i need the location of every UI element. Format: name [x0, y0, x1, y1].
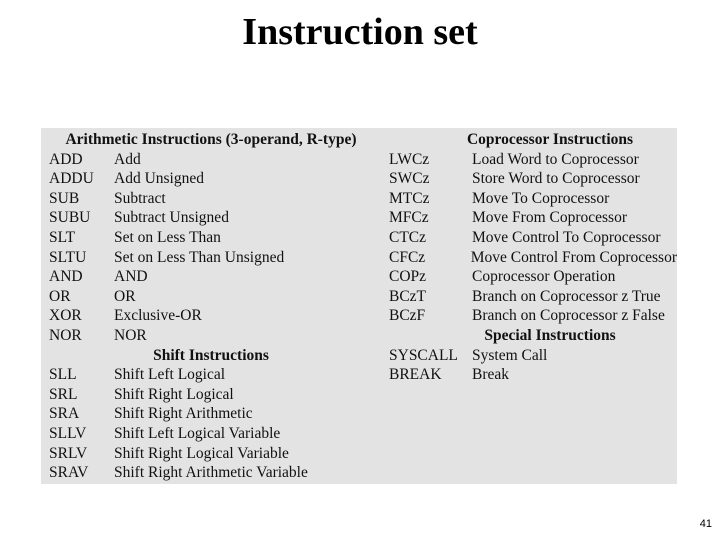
instruction-table [41, 128, 677, 484]
left-column [41, 130, 371, 483]
instruction-row [41, 150, 371, 170]
shift-header: Shift Instructions [153, 346, 269, 364]
description: NOR [114, 326, 147, 344]
mnemonic: OR [49, 287, 71, 305]
instruction-row [41, 306, 371, 326]
mnemonic: SUBU [49, 209, 91, 227]
description: Shift Left Logical Variable [114, 424, 281, 442]
mnemonic: MTCz [389, 189, 430, 207]
instruction-row [41, 424, 371, 444]
mnemonic: SLTU [49, 248, 87, 266]
shift-list [41, 365, 371, 483]
instruction-row [41, 365, 371, 385]
arithmetic-header: Arithmetic Instructions (3-operand, R-type) [65, 131, 357, 148]
instruction-row [389, 306, 677, 326]
mnemonic: XOR [49, 307, 82, 325]
instruction-row [41, 444, 371, 464]
description: Load Word to Coprocessor [472, 150, 639, 168]
instruction-row [41, 404, 371, 424]
description: Subtract [114, 189, 166, 207]
mnemonic: CTCz [389, 228, 427, 246]
description: Shift Right Logical [114, 385, 234, 403]
instruction-row [389, 189, 677, 209]
description: AND [114, 268, 148, 286]
description: Move From Coprocessor [472, 209, 627, 227]
instruction-row [41, 385, 371, 405]
description: Subtract Unsigned [114, 209, 229, 227]
instruction-row [389, 267, 677, 287]
instruction-row [41, 267, 371, 287]
arithmetic-list [41, 150, 371, 346]
description: Move Control To Coprocessor [472, 228, 661, 246]
instruction-row [389, 248, 677, 268]
mnemonic: SRA [49, 405, 80, 423]
mnemonic: ADDU [49, 170, 94, 188]
mnemonic: AND [49, 268, 83, 286]
instruction-row [41, 326, 371, 346]
instruction-row [41, 287, 371, 307]
description: Set on Less Than [114, 228, 221, 246]
instruction-row [389, 365, 677, 385]
mnemonic: ADD [49, 150, 83, 168]
mnemonic: SYSCALL [389, 346, 458, 364]
instruction-row [389, 228, 677, 248]
mnemonic: CFCz [389, 248, 426, 266]
description: Add [114, 150, 141, 168]
instruction-row [389, 346, 677, 366]
description: Set on Less Than Unsigned [114, 248, 285, 266]
mnemonic: BCzT [389, 287, 427, 305]
description: Branch on Coprocessor z False [472, 307, 665, 325]
instruction-row [389, 287, 677, 307]
mnemonic: SLL [49, 366, 77, 384]
coprocessor-list [389, 150, 677, 326]
mnemonic: SLT [49, 228, 76, 246]
instruction-row [389, 208, 677, 228]
instruction-row [41, 248, 371, 268]
instruction-row [41, 189, 371, 209]
mnemonic: BREAK [389, 366, 442, 384]
right-column [389, 130, 677, 385]
mnemonic: BCzF [389, 307, 426, 325]
page-number: 41 [699, 518, 712, 530]
mnemonic: SRL [49, 385, 78, 403]
mnemonic: SRAV [49, 464, 89, 482]
description: Store Word to Coprocessor [472, 170, 640, 188]
mnemonic: SLLV [49, 424, 87, 442]
mnemonic: LWCz [389, 150, 430, 168]
description: Shift Right Arithmetic [114, 405, 253, 423]
mnemonic: SRLV [49, 444, 88, 462]
description: Shift Right Logical Variable [114, 444, 289, 462]
mnemonic: SWCz [389, 170, 430, 188]
instruction-row [41, 208, 371, 228]
special-list [389, 346, 677, 385]
instruction-row [389, 169, 677, 189]
slide-title: Instruction set [242, 11, 478, 53]
description: System Call [472, 346, 548, 364]
instruction-row [41, 463, 371, 483]
instruction-row [389, 150, 677, 170]
description: Add Unsigned [114, 170, 204, 188]
mnemonic: NOR [49, 326, 82, 344]
special-header: Special Instructions [484, 326, 616, 344]
description: Branch on Coprocessor z True [472, 287, 661, 305]
description: Shift Left Logical [114, 366, 226, 384]
mnemonic: MFCz [389, 209, 429, 227]
description: Break [472, 366, 510, 384]
description: Shift Right Arithmetic Variable [114, 464, 308, 482]
mnemonic: COPz [389, 268, 427, 286]
description: Exclusive-OR [114, 307, 202, 325]
instruction-row [41, 228, 371, 248]
description: Move Control From Coprocessor [470, 248, 677, 266]
instruction-row [41, 169, 371, 189]
coprocessor-header: Coprocessor Instructions [466, 131, 634, 148]
mnemonic: SUB [49, 189, 80, 207]
description: Move To Coprocessor [472, 189, 610, 207]
description: OR [114, 287, 136, 305]
description: Coprocessor Operation [472, 268, 616, 286]
